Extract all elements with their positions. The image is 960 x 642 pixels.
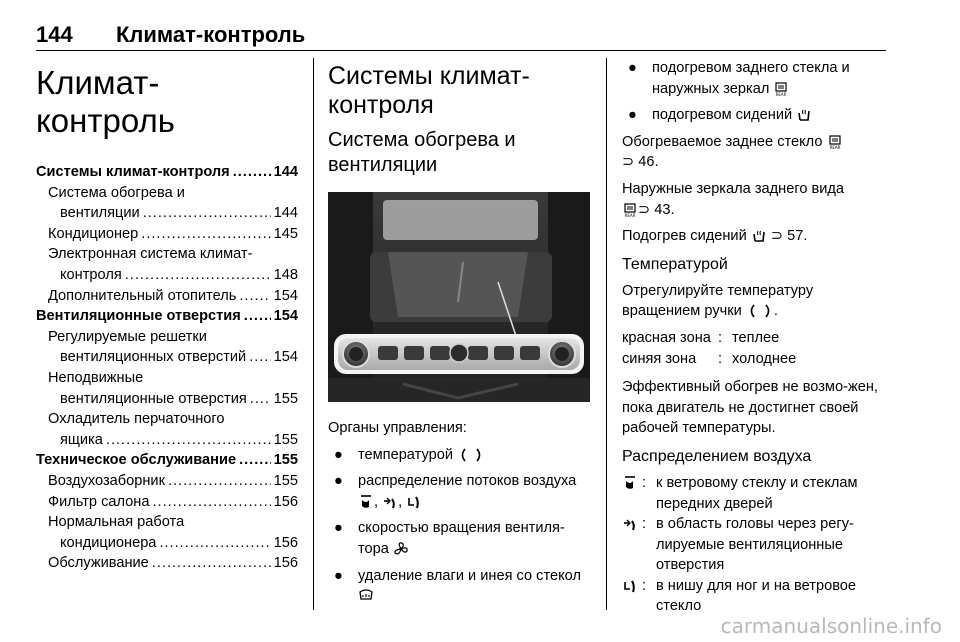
- toc-leader: [143, 203, 271, 224]
- page-ref-icon: ⊃: [622, 154, 635, 171]
- column-details: [622, 58, 884, 617]
- column-intro: [328, 58, 590, 613]
- controls-intro: Органы управления:: [328, 420, 467, 436]
- temperature-table: [622, 328, 884, 369]
- temperature-knob-icon: [746, 303, 774, 319]
- toc-entry[interactable]: [36, 244, 298, 265]
- toc-leader: [152, 492, 270, 513]
- watermark: carmanualsonline.info: [720, 614, 942, 638]
- table-row: : в нишу для ног и на ветровое стекло: [622, 576, 884, 617]
- list-item: ● температурой: [328, 445, 590, 466]
- seat-heater-icon: [751, 228, 767, 244]
- toc-entry[interactable]: [36, 183, 298, 204]
- toc-page-number: 144: [273, 164, 298, 180]
- svg-text:REAR: REAR: [829, 144, 840, 150]
- mirrors-paragraph: Наружные зеркала заднего вида REAR ⊃ 43.: [622, 180, 845, 218]
- toc-entry[interactable]: [36, 347, 298, 368]
- toc-label: вентиляции: [60, 205, 140, 222]
- toc-leader: [168, 471, 271, 492]
- toc-leader: [141, 224, 270, 245]
- airflow-head-icon: [622, 516, 638, 532]
- rear-window-heater-icon: [773, 81, 789, 97]
- airflow-windscreen-icon: [622, 475, 638, 491]
- toc-page-number: 154: [273, 349, 298, 366]
- toc-label: Фильтр салона: [48, 493, 150, 510]
- toc-leader: [239, 450, 271, 471]
- toc-leader: [250, 389, 271, 410]
- toc-entry[interactable]: [36, 203, 298, 224]
- toc-page-number: 156: [273, 555, 298, 572]
- toc-leader: [244, 306, 271, 327]
- airflow-windscreen-icon: [358, 494, 374, 510]
- toc-page-number: 155: [273, 472, 298, 489]
- airflow-head-icon: [382, 494, 398, 510]
- toc-leader: [159, 533, 270, 554]
- toc-page-number: 154: [273, 287, 298, 304]
- distribution-table: [622, 473, 884, 617]
- toc-leader: [106, 430, 271, 451]
- toc-entry[interactable]: [36, 327, 298, 348]
- toc-entry[interactable]: [36, 450, 298, 471]
- climate-control-photo: [328, 192, 590, 402]
- chapter-title: Климат-контроль: [36, 64, 175, 139]
- list-item: ● удаление влаги и инея со стекол: [328, 566, 590, 607]
- toc-label: Нормальная работа: [48, 514, 185, 531]
- page-header: [36, 18, 886, 52]
- toc-entry[interactable]: [36, 512, 298, 533]
- temperature-note: Эффективный обогрев не возмо-жен, пока двигатель не достигнет своей рабочей температуры.: [622, 379, 878, 437]
- toc-entry[interactable]: [36, 492, 298, 513]
- toc-leader: [239, 286, 270, 307]
- rear-window-heater-icon: [827, 134, 843, 150]
- running-title: Климат-контроль: [116, 22, 306, 47]
- svg-text:REAR: REAR: [776, 91, 787, 97]
- toc-leader: [152, 553, 271, 574]
- toc-label: Неподвижные: [48, 369, 144, 386]
- toc-label: Техническое обслуживание: [36, 452, 237, 469]
- toc-entry[interactable]: [36, 553, 298, 574]
- toc-label: ящика: [60, 431, 103, 448]
- table-row: : к ветровому стеклу и стеклам передних дверей: [622, 473, 884, 514]
- demist-icon: [358, 588, 374, 604]
- toc-page-number: 156: [273, 493, 298, 510]
- list-item: ● подогревом заднего стекла и наружных зеркал REAR: [628, 60, 850, 97]
- toc-entry[interactable]: [36, 265, 298, 286]
- temperature-heading: Температурой: [622, 255, 728, 273]
- page-number: 144: [36, 22, 73, 47]
- toc-entry[interactable]: [36, 533, 298, 554]
- page-ref-icon: ⊃: [638, 201, 651, 218]
- table-of-contents: [36, 162, 298, 574]
- toc-label: вентиляционных отверстий: [60, 349, 247, 366]
- toc-page-number: 155: [273, 390, 298, 407]
- toc-page-number: 145: [273, 225, 298, 242]
- toc-label: Обслуживание: [48, 555, 149, 572]
- toc-entry[interactable]: [36, 430, 298, 451]
- svg-text:REAR: REAR: [624, 212, 636, 218]
- toc-entry[interactable]: [36, 471, 298, 492]
- fan-icon: [393, 541, 409, 557]
- toc-label: Регулируемые решетки: [48, 328, 207, 345]
- toc-page-number: 155: [273, 452, 298, 469]
- toc-leader: [233, 162, 271, 183]
- toc-leader: [125, 265, 271, 286]
- table-row: красная зона : теплее: [622, 329, 780, 346]
- page-ref-icon: ⊃: [770, 228, 784, 245]
- toc-page-number: 144: [273, 205, 298, 222]
- toc-leader: [249, 347, 270, 368]
- toc-label: Дополнительный отопитель: [48, 287, 237, 304]
- toc-label: Электронная система климат-: [48, 246, 253, 263]
- list-item: ● подогревом сидений: [622, 105, 884, 126]
- toc-label: кондиционера: [60, 534, 157, 551]
- airflow-feet-icon: [406, 494, 422, 510]
- column-divider: [606, 58, 607, 610]
- toc-entry[interactable]: [36, 306, 298, 327]
- toc-page-number: 156: [273, 534, 298, 551]
- toc-label: Система обогрева и: [48, 184, 185, 201]
- list-item: ● скоростью вращения вентиля-тора: [334, 520, 565, 557]
- toc-entry[interactable]: [36, 286, 298, 307]
- toc-label: Вентиляционные отверстия: [36, 308, 241, 325]
- list-item: ● распределение потоков воздуха , ,: [334, 473, 577, 510]
- distribution-heading: Распределением воздуха: [622, 447, 812, 465]
- toc-label: Системы климат-контроля: [36, 164, 230, 180]
- toc-entry[interactable]: [36, 162, 298, 183]
- seat-heater-paragraph: Подогрев сидений ⊃ 57.: [622, 228, 808, 245]
- toc-label: контроля: [60, 266, 122, 283]
- temperature-knob-icon: [457, 447, 485, 463]
- toc-page-number: 148: [273, 266, 298, 283]
- toc-label: Воздухозаборник: [48, 472, 165, 489]
- column-divider: [313, 58, 314, 610]
- table-row: синяя зона : холоднее: [622, 350, 797, 367]
- toc-page-number: 155: [273, 431, 298, 448]
- toc-entry[interactable]: [36, 368, 298, 389]
- subsection-title: Система обогрева и вентиляции: [328, 129, 516, 176]
- airflow-feet-icon: [622, 578, 638, 594]
- rear-window-heater-icon: [622, 202, 638, 218]
- toc-label: Охладитель перчаточного: [48, 411, 225, 428]
- temperature-text: Отрегулируйте температуру вращением ручки .: [622, 282, 814, 320]
- section-title: Системы климат-контроля: [328, 62, 530, 119]
- header-rule: [36, 50, 886, 51]
- toc-label: Кондиционер: [48, 225, 139, 242]
- column-toc: [36, 58, 298, 574]
- toc-entry[interactable]: [36, 389, 298, 410]
- toc-page-number: 154: [273, 308, 298, 325]
- table-row: : в область головы через регу-лируемые вентиляционные отверстия: [622, 514, 884, 576]
- toc-entry[interactable]: [36, 224, 298, 245]
- toc-label: вентиляционные отверстия: [60, 390, 247, 407]
- toc-entry[interactable]: [36, 409, 298, 430]
- seat-heater-icon: [796, 107, 812, 123]
- rear-window-paragraph: Обогреваемое заднее стекло REAR ⊃ 46.: [622, 132, 884, 173]
